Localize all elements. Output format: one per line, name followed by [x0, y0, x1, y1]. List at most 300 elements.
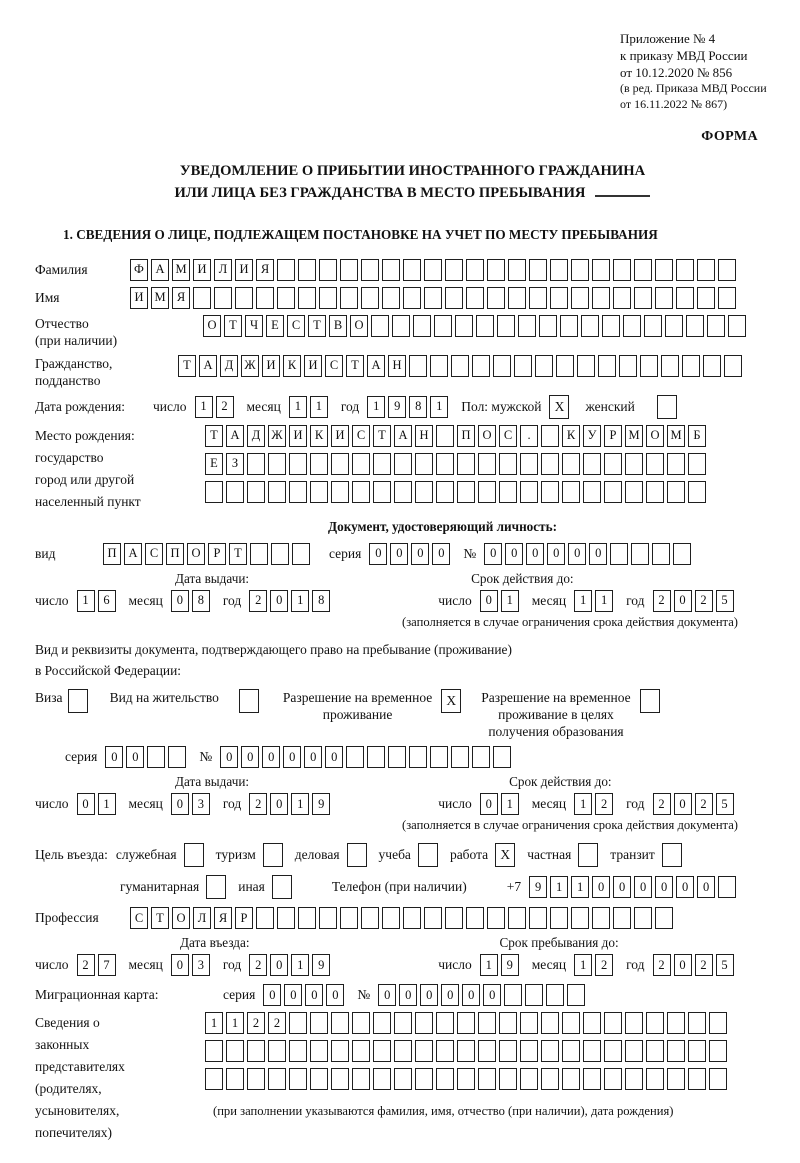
form-cell[interactable] — [409, 746, 427, 768]
form-cell[interactable]: 0 — [171, 793, 189, 815]
form-cell[interactable] — [707, 315, 725, 337]
form-cell[interactable] — [289, 1068, 307, 1090]
form-cell[interactable]: 1 — [367, 396, 385, 418]
form-cell[interactable] — [478, 1040, 496, 1062]
form-cell[interactable] — [665, 315, 683, 337]
form-cell[interactable]: 2 — [247, 1012, 265, 1034]
form-cell[interactable]: 0 — [105, 746, 123, 768]
form-cell[interactable] — [388, 746, 406, 768]
form-cell[interactable]: 0 — [634, 876, 652, 898]
form-cell[interactable] — [247, 1040, 265, 1062]
form-cell[interactable]: 1 — [501, 590, 519, 612]
form-cell[interactable]: 1 — [291, 954, 309, 976]
purpose-private-checkbox[interactable] — [578, 843, 598, 867]
form-cell[interactable] — [508, 259, 526, 281]
form-cell[interactable] — [247, 453, 265, 475]
form-cell[interactable] — [709, 1040, 727, 1062]
form-cell[interactable]: 0 — [283, 746, 301, 768]
form-cell[interactable] — [604, 1040, 622, 1062]
form-cell[interactable] — [319, 287, 337, 309]
form-cell[interactable]: 1 — [574, 590, 592, 612]
form-cell[interactable]: 5 — [716, 954, 734, 976]
form-cell[interactable]: . — [520, 425, 538, 447]
form-cell[interactable]: 2 — [249, 793, 267, 815]
form-cell[interactable] — [655, 287, 673, 309]
form-cell[interactable] — [478, 1068, 496, 1090]
form-cell[interactable] — [434, 315, 452, 337]
form-cell[interactable] — [340, 259, 358, 281]
form-cell[interactable]: И — [331, 425, 349, 447]
form-cell[interactable] — [598, 355, 616, 377]
form-cell[interactable]: Е — [266, 315, 284, 337]
form-cell[interactable]: 0 — [369, 543, 387, 565]
form-cell[interactable] — [703, 355, 721, 377]
form-cell[interactable]: 0 — [325, 746, 343, 768]
form-cell[interactable] — [457, 453, 475, 475]
form-cell[interactable] — [373, 1040, 391, 1062]
form-cell[interactable]: П — [103, 543, 121, 565]
form-cell[interactable] — [277, 907, 295, 929]
form-cell[interactable]: 9 — [312, 793, 330, 815]
form-cell[interactable] — [525, 984, 543, 1006]
form-cell[interactable] — [581, 315, 599, 337]
form-cell[interactable]: 0 — [674, 590, 692, 612]
form-cell[interactable] — [430, 746, 448, 768]
form-cell[interactable] — [310, 453, 328, 475]
form-cell[interactable]: 0 — [697, 876, 715, 898]
form-cell[interactable] — [667, 481, 685, 503]
form-cell[interactable]: Ч — [245, 315, 263, 337]
form-cell[interactable]: 2 — [216, 396, 234, 418]
form-cell[interactable]: Р — [604, 425, 622, 447]
form-cell[interactable]: 0 — [305, 984, 323, 1006]
option-temp-residence-checkbox[interactable]: X — [441, 689, 461, 713]
form-cell[interactable] — [268, 1040, 286, 1062]
form-cell[interactable]: Р — [235, 907, 253, 929]
form-cell[interactable] — [592, 907, 610, 929]
form-cell[interactable]: 0 — [547, 543, 565, 565]
form-cell[interactable]: И — [289, 425, 307, 447]
form-cell[interactable] — [371, 315, 389, 337]
form-cell[interactable] — [394, 1012, 412, 1034]
form-cell[interactable]: К — [310, 425, 328, 447]
form-cell[interactable] — [613, 907, 631, 929]
form-cell[interactable] — [413, 315, 431, 337]
form-cell[interactable] — [478, 453, 496, 475]
form-cell[interactable]: Р — [208, 543, 226, 565]
form-cell[interactable] — [331, 453, 349, 475]
form-cell[interactable]: 0 — [270, 793, 288, 815]
form-cell[interactable]: В — [329, 315, 347, 337]
form-cell[interactable]: 5 — [716, 793, 734, 815]
form-cell[interactable]: Т — [346, 355, 364, 377]
form-cell[interactable] — [646, 481, 664, 503]
form-cell[interactable]: Д — [247, 425, 265, 447]
form-cell[interactable] — [235, 287, 253, 309]
form-cell[interactable]: 2 — [268, 1012, 286, 1034]
form-cell[interactable]: Н — [415, 425, 433, 447]
form-cell[interactable]: 1 — [77, 590, 95, 612]
purpose-humanitarian-checkbox[interactable] — [206, 875, 226, 899]
form-cell[interactable] — [436, 453, 454, 475]
form-cell[interactable]: 0 — [432, 543, 450, 565]
form-cell[interactable] — [625, 1068, 643, 1090]
form-cell[interactable]: 0 — [171, 590, 189, 612]
form-cell[interactable] — [352, 1040, 370, 1062]
form-cell[interactable] — [205, 481, 223, 503]
form-cell[interactable]: О — [172, 907, 190, 929]
form-cell[interactable]: 0 — [483, 984, 501, 1006]
form-cell[interactable]: Л — [214, 259, 232, 281]
form-cell[interactable] — [361, 907, 379, 929]
form-cell[interactable]: У — [583, 425, 601, 447]
form-cell[interactable] — [472, 746, 490, 768]
form-cell[interactable] — [331, 481, 349, 503]
form-cell[interactable] — [392, 315, 410, 337]
form-cell[interactable]: О — [203, 315, 221, 337]
form-cell[interactable] — [562, 481, 580, 503]
form-cell[interactable]: К — [283, 355, 301, 377]
form-cell[interactable] — [571, 287, 589, 309]
form-cell[interactable]: 1 — [501, 793, 519, 815]
form-cell[interactable]: 8 — [409, 396, 427, 418]
form-cell[interactable] — [319, 259, 337, 281]
form-cell[interactable] — [623, 315, 641, 337]
form-cell[interactable] — [686, 315, 704, 337]
option-temp-residence-edu-checkbox[interactable] — [640, 689, 660, 713]
form-cell[interactable] — [673, 543, 691, 565]
form-cell[interactable]: И — [304, 355, 322, 377]
form-cell[interactable]: 0 — [270, 954, 288, 976]
form-cell[interactable]: Я — [214, 907, 232, 929]
form-cell[interactable]: 2 — [695, 954, 713, 976]
form-cell[interactable] — [382, 259, 400, 281]
form-cell[interactable]: 1 — [574, 954, 592, 976]
form-cell[interactable] — [562, 453, 580, 475]
form-cell[interactable]: О — [646, 425, 664, 447]
form-cell[interactable]: 1 — [574, 793, 592, 815]
form-cell[interactable]: А — [394, 425, 412, 447]
form-cell[interactable] — [520, 453, 538, 475]
form-cell[interactable] — [352, 453, 370, 475]
form-cell[interactable]: 6 — [98, 590, 116, 612]
form-cell[interactable]: А — [124, 543, 142, 565]
form-cell[interactable] — [487, 259, 505, 281]
form-cell[interactable] — [415, 481, 433, 503]
form-cell[interactable]: 0 — [568, 543, 586, 565]
form-cell[interactable] — [403, 907, 421, 929]
form-cell[interactable] — [478, 1012, 496, 1034]
form-cell[interactable]: Н — [388, 355, 406, 377]
form-cell[interactable]: 0 — [220, 746, 238, 768]
form-cell[interactable] — [346, 746, 364, 768]
form-cell[interactable]: 0 — [171, 954, 189, 976]
form-cell[interactable] — [604, 1012, 622, 1034]
form-cell[interactable] — [583, 1068, 601, 1090]
form-cell[interactable] — [728, 315, 746, 337]
form-cell[interactable]: Ж — [241, 355, 259, 377]
form-cell[interactable] — [436, 1068, 454, 1090]
form-cell[interactable] — [583, 453, 601, 475]
form-cell[interactable]: 2 — [653, 954, 671, 976]
form-cell[interactable]: 1 — [291, 590, 309, 612]
form-cell[interactable] — [562, 1040, 580, 1062]
form-cell[interactable] — [292, 543, 310, 565]
form-cell[interactable] — [331, 1068, 349, 1090]
form-cell[interactable] — [499, 481, 517, 503]
form-cell[interactable]: С — [130, 907, 148, 929]
form-cell[interactable] — [487, 907, 505, 929]
form-cell[interactable]: Д — [220, 355, 238, 377]
form-cell[interactable] — [226, 1040, 244, 1062]
form-cell[interactable]: С — [352, 425, 370, 447]
form-cell[interactable] — [247, 1068, 265, 1090]
form-cell[interactable] — [550, 287, 568, 309]
form-cell[interactable]: 0 — [241, 746, 259, 768]
form-cell[interactable]: М — [667, 425, 685, 447]
form-cell[interactable] — [646, 1040, 664, 1062]
form-cell[interactable] — [436, 425, 454, 447]
form-cell[interactable]: 2 — [249, 590, 267, 612]
form-cell[interactable]: 2 — [695, 590, 713, 612]
sex-female-checkbox[interactable] — [657, 395, 677, 419]
form-cell[interactable]: 9 — [529, 876, 547, 898]
form-cell[interactable]: Т — [229, 543, 247, 565]
form-cell[interactable] — [610, 543, 628, 565]
form-cell[interactable] — [394, 1040, 412, 1062]
form-cell[interactable]: 7 — [98, 954, 116, 976]
form-cell[interactable]: 0 — [304, 746, 322, 768]
form-cell[interactable] — [718, 287, 736, 309]
form-cell[interactable] — [256, 907, 274, 929]
form-cell[interactable]: С — [499, 425, 517, 447]
form-cell[interactable] — [688, 481, 706, 503]
form-cell[interactable]: 0 — [674, 954, 692, 976]
form-cell[interactable]: Т — [151, 907, 169, 929]
form-cell[interactable] — [226, 481, 244, 503]
form-cell[interactable] — [520, 481, 538, 503]
form-cell[interactable] — [518, 315, 536, 337]
form-cell[interactable]: 2 — [77, 954, 95, 976]
form-cell[interactable]: 0 — [484, 543, 502, 565]
form-cell[interactable]: С — [325, 355, 343, 377]
form-cell[interactable]: Я — [256, 259, 274, 281]
purpose-work-checkbox[interactable]: X — [495, 843, 515, 867]
form-cell[interactable] — [667, 1012, 685, 1034]
form-cell[interactable]: 2 — [595, 954, 613, 976]
form-cell[interactable] — [352, 481, 370, 503]
form-cell[interactable]: А — [151, 259, 169, 281]
form-cell[interactable] — [724, 355, 742, 377]
form-cell[interactable] — [514, 355, 532, 377]
form-cell[interactable]: 0 — [676, 876, 694, 898]
form-cell[interactable] — [625, 1040, 643, 1062]
form-cell[interactable] — [268, 453, 286, 475]
form-cell[interactable]: Л — [193, 907, 211, 929]
form-cell[interactable] — [604, 481, 622, 503]
form-cell[interactable] — [592, 259, 610, 281]
form-cell[interactable] — [310, 1040, 328, 1062]
form-cell[interactable] — [193, 287, 211, 309]
form-cell[interactable] — [256, 287, 274, 309]
form-cell[interactable]: 3 — [192, 793, 210, 815]
form-cell[interactable] — [319, 907, 337, 929]
form-cell[interactable] — [583, 1012, 601, 1034]
form-cell[interactable] — [625, 453, 643, 475]
form-cell[interactable] — [655, 259, 673, 281]
form-cell[interactable] — [466, 259, 484, 281]
form-cell[interactable] — [415, 1040, 433, 1062]
form-cell[interactable]: 0 — [589, 543, 607, 565]
form-cell[interactable] — [457, 481, 475, 503]
form-cell[interactable] — [541, 1012, 559, 1034]
form-cell[interactable] — [394, 1068, 412, 1090]
form-cell[interactable] — [373, 453, 391, 475]
form-cell[interactable] — [697, 287, 715, 309]
form-cell[interactable] — [367, 746, 385, 768]
form-cell[interactable] — [688, 453, 706, 475]
form-cell[interactable]: О — [350, 315, 368, 337]
form-cell[interactable] — [493, 746, 511, 768]
form-cell[interactable]: 1 — [289, 396, 307, 418]
form-cell[interactable]: З — [226, 453, 244, 475]
form-cell[interactable]: Ж — [268, 425, 286, 447]
form-cell[interactable]: С — [287, 315, 305, 337]
form-cell[interactable] — [718, 876, 736, 898]
form-cell[interactable] — [415, 1068, 433, 1090]
form-cell[interactable] — [361, 287, 379, 309]
form-cell[interactable] — [466, 907, 484, 929]
form-cell[interactable]: Т — [373, 425, 391, 447]
form-cell[interactable] — [268, 1068, 286, 1090]
form-cell[interactable] — [451, 746, 469, 768]
form-cell[interactable] — [508, 287, 526, 309]
form-cell[interactable] — [562, 1012, 580, 1034]
form-cell[interactable] — [529, 287, 547, 309]
form-cell[interactable]: Т — [178, 355, 196, 377]
form-cell[interactable]: 2 — [595, 793, 613, 815]
form-cell[interactable]: 9 — [312, 954, 330, 976]
form-cell[interactable]: Б — [688, 425, 706, 447]
form-cell[interactable] — [499, 1040, 517, 1062]
form-cell[interactable]: А — [199, 355, 217, 377]
form-cell[interactable]: Я — [172, 287, 190, 309]
form-cell[interactable] — [352, 1012, 370, 1034]
form-cell[interactable] — [487, 287, 505, 309]
form-cell[interactable]: 0 — [480, 793, 498, 815]
form-cell[interactable]: О — [187, 543, 205, 565]
form-cell[interactable] — [436, 1040, 454, 1062]
form-cell[interactable]: П — [166, 543, 184, 565]
purpose-transit-checkbox[interactable] — [662, 843, 682, 867]
form-cell[interactable] — [504, 984, 522, 1006]
form-cell[interactable]: 0 — [526, 543, 544, 565]
form-cell[interactable] — [661, 355, 679, 377]
form-cell[interactable] — [556, 355, 574, 377]
form-cell[interactable] — [583, 1040, 601, 1062]
form-cell[interactable] — [499, 1012, 517, 1034]
form-cell[interactable] — [430, 355, 448, 377]
form-cell[interactable]: 0 — [263, 984, 281, 1006]
form-cell[interactable] — [562, 1068, 580, 1090]
form-cell[interactable]: О — [478, 425, 496, 447]
form-cell[interactable]: И — [130, 287, 148, 309]
form-cell[interactable]: 0 — [77, 793, 95, 815]
form-cell[interactable] — [550, 259, 568, 281]
form-cell[interactable] — [529, 259, 547, 281]
form-cell[interactable]: 0 — [270, 590, 288, 612]
form-cell[interactable] — [631, 543, 649, 565]
form-cell[interactable] — [520, 1068, 538, 1090]
option-residence-permit-checkbox[interactable] — [239, 689, 259, 713]
form-cell[interactable] — [205, 1068, 223, 1090]
form-cell[interactable]: И — [262, 355, 280, 377]
form-cell[interactable]: 1 — [480, 954, 498, 976]
form-cell[interactable]: 1 — [195, 396, 213, 418]
form-cell[interactable] — [250, 543, 268, 565]
form-cell[interactable] — [619, 355, 637, 377]
form-cell[interactable] — [424, 287, 442, 309]
form-cell[interactable] — [424, 907, 442, 929]
form-cell[interactable] — [361, 259, 379, 281]
form-cell[interactable] — [497, 315, 515, 337]
form-cell[interactable] — [602, 315, 620, 337]
form-cell[interactable]: 0 — [674, 793, 692, 815]
form-cell[interactable] — [625, 481, 643, 503]
form-cell[interactable] — [424, 259, 442, 281]
form-cell[interactable]: 0 — [378, 984, 396, 1006]
form-cell[interactable] — [415, 453, 433, 475]
form-cell[interactable] — [652, 543, 670, 565]
form-cell[interactable] — [310, 1068, 328, 1090]
form-cell[interactable] — [415, 1012, 433, 1034]
form-cell[interactable] — [667, 1040, 685, 1062]
form-cell[interactable] — [682, 355, 700, 377]
form-cell[interactable]: Ф — [130, 259, 148, 281]
form-cell[interactable] — [539, 315, 557, 337]
form-cell[interactable] — [541, 481, 559, 503]
form-cell[interactable]: 1 — [595, 590, 613, 612]
form-cell[interactable] — [277, 287, 295, 309]
form-cell[interactable] — [571, 259, 589, 281]
form-cell[interactable] — [655, 907, 673, 929]
form-cell[interactable] — [571, 907, 589, 929]
form-cell[interactable] — [457, 1012, 475, 1034]
form-cell[interactable] — [331, 1012, 349, 1034]
form-cell[interactable] — [289, 1012, 307, 1034]
form-cell[interactable]: 0 — [592, 876, 610, 898]
purpose-tourism-checkbox[interactable] — [263, 843, 283, 867]
form-cell[interactable] — [289, 1040, 307, 1062]
form-cell[interactable]: 0 — [390, 543, 408, 565]
form-cell[interactable] — [147, 746, 165, 768]
form-cell[interactable] — [331, 1040, 349, 1062]
form-cell[interactable] — [535, 355, 553, 377]
form-cell[interactable] — [436, 481, 454, 503]
sex-male-checkbox[interactable]: X — [549, 395, 569, 419]
form-cell[interactable] — [472, 355, 490, 377]
form-cell[interactable] — [676, 287, 694, 309]
form-cell[interactable]: 1 — [310, 396, 328, 418]
form-cell[interactable]: 1 — [571, 876, 589, 898]
form-cell[interactable] — [455, 315, 473, 337]
form-cell[interactable]: И — [235, 259, 253, 281]
form-cell[interactable] — [373, 1012, 391, 1034]
form-cell[interactable] — [394, 453, 412, 475]
form-cell[interactable] — [567, 984, 585, 1006]
form-cell[interactable] — [445, 287, 463, 309]
form-cell[interactable] — [352, 1068, 370, 1090]
